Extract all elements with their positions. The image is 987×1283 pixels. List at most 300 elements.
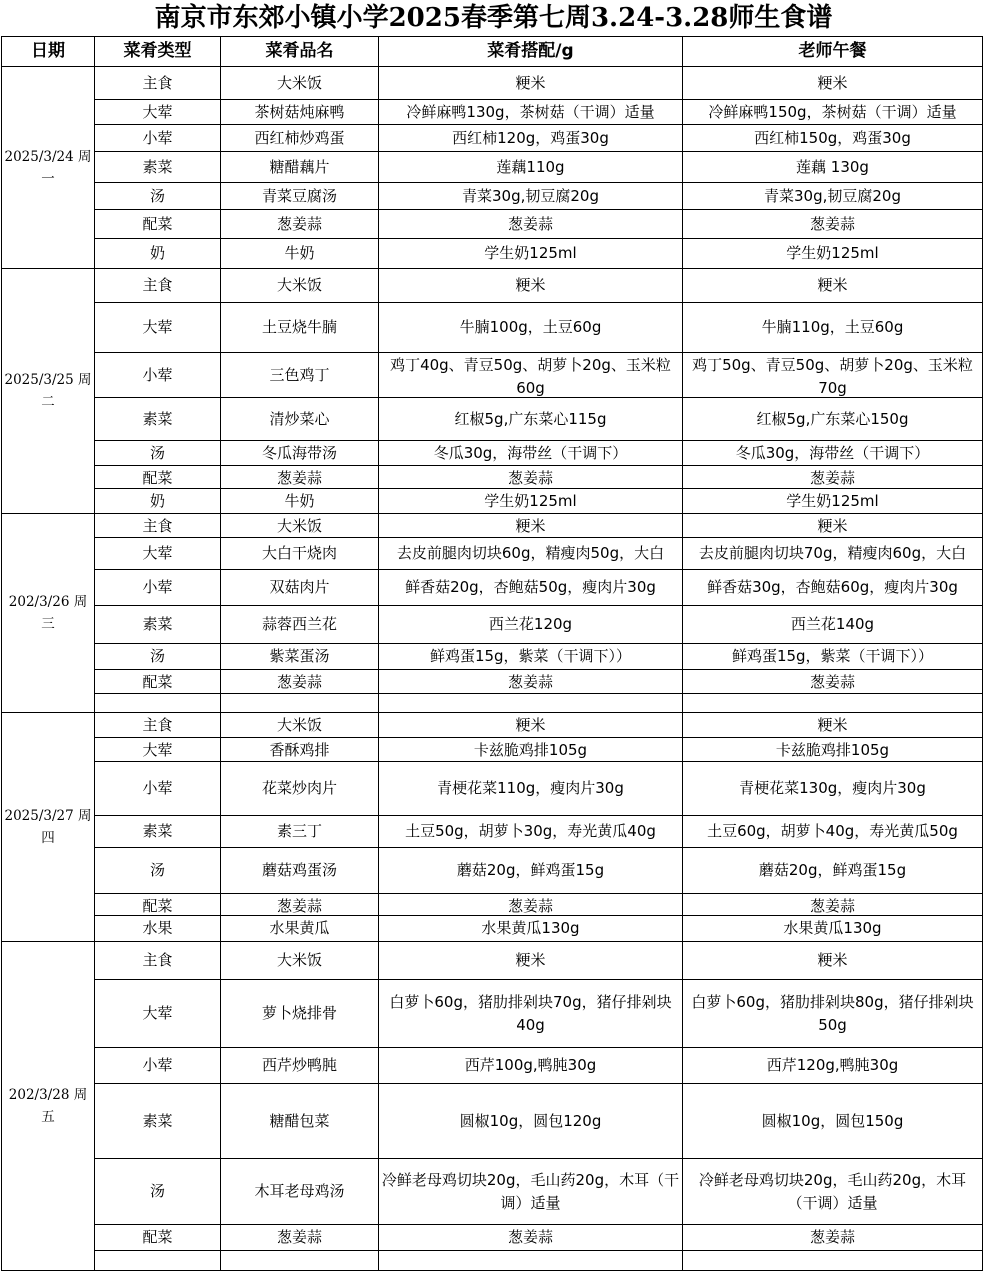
teacher-portion-cell-text: 粳米 bbox=[817, 73, 848, 92]
student-portion-cell-text: 青菜30g,韧豆腐20g bbox=[462, 186, 599, 205]
student-portion-cell-text: 粳米 bbox=[515, 516, 546, 535]
student-portion-cell bbox=[379, 210, 683, 239]
menu-body bbox=[2, 67, 983, 1271]
dish-name-cell bbox=[221, 980, 379, 1048]
dish-type-cell bbox=[95, 183, 221, 210]
student-portion-cell-text: 学生奶125ml bbox=[484, 491, 577, 510]
dish-type-cell-text: 素菜 bbox=[142, 1111, 173, 1130]
dish-type-cell bbox=[95, 738, 221, 762]
dish-type-cell-text: 主食 bbox=[142, 715, 173, 734]
teacher-portion-cell bbox=[683, 644, 983, 670]
table-row bbox=[2, 980, 983, 1048]
dish-type-cell bbox=[95, 538, 221, 570]
teacher-portion-cell bbox=[683, 303, 983, 353]
dish-type-cell bbox=[95, 1225, 221, 1251]
teacher-portion-cell bbox=[683, 210, 983, 239]
teacher-portion-cell bbox=[683, 269, 983, 303]
dish-name-cell bbox=[221, 1159, 379, 1225]
dish-name-cell bbox=[221, 738, 379, 762]
teacher-portion-cell-text: 西兰花140g bbox=[790, 615, 875, 633]
dish-type-cell bbox=[95, 441, 221, 466]
dish-type-cell bbox=[95, 67, 221, 100]
dish-name-cell bbox=[221, 1225, 379, 1251]
teacher-portion-cell bbox=[683, 980, 983, 1048]
teacher-portion-cell-text: 冷鲜老母鸡切块20g，毛山药20g，木耳（干调）适量 bbox=[698, 1170, 967, 1212]
table-row bbox=[2, 100, 983, 125]
dish-type-cell-text: 配菜 bbox=[142, 896, 173, 915]
table-row bbox=[2, 1251, 983, 1271]
student-portion-cell-text: 葱姜蒜 bbox=[507, 468, 553, 487]
teacher-portion-cell bbox=[683, 67, 983, 100]
dish-type-cell-text: 奶 bbox=[149, 491, 165, 510]
dish-type-cell-text: 汤 bbox=[149, 647, 165, 665]
student-portion-cell-text: 去皮前腿肉切块60g，精瘦肉50g，大白 bbox=[396, 544, 665, 562]
dish-type-cell bbox=[95, 1159, 221, 1225]
student-portion-cell-text: 西兰花120g bbox=[488, 615, 573, 633]
dish-name-cell bbox=[221, 570, 379, 606]
teacher-portion-cell bbox=[683, 538, 983, 570]
student-portion-cell bbox=[379, 1225, 683, 1251]
dish-name-cell bbox=[221, 942, 379, 980]
teacher-portion-cell-text: 学生奶125ml bbox=[786, 491, 879, 510]
student-portion-cell bbox=[379, 1159, 683, 1225]
dish-type-cell bbox=[95, 980, 221, 1048]
student-portion-cell bbox=[379, 125, 683, 152]
dish-type-cell bbox=[95, 1084, 221, 1159]
dish-type-cell-text: 汤 bbox=[149, 861, 165, 879]
student-portion-cell bbox=[379, 538, 683, 570]
dish-name-cell-text: 大米饭 bbox=[276, 73, 322, 92]
dish-name-cell bbox=[221, 67, 379, 100]
dish-type-cell bbox=[95, 1251, 221, 1271]
dish-type-cell-text: 素菜 bbox=[142, 157, 173, 176]
teacher-portion-cell bbox=[683, 441, 983, 466]
teacher-portion-cell bbox=[683, 816, 983, 848]
dish-name-cell-text: 大米饭 bbox=[276, 715, 322, 734]
student-portion-cell-text: 土豆50g，胡萝卜30g，寿光黄瓜40g bbox=[405, 822, 656, 840]
dish-type-cell bbox=[95, 239, 221, 269]
day-date-cell: 202/3/28 周五 bbox=[2, 942, 95, 1271]
teacher-portion-cell-text: 红椒5g,广东菜心150g bbox=[756, 409, 909, 428]
student-portion-cell-text: 鸡丁40g、青豆50g、胡萝卜20g、玉米粒60g bbox=[390, 355, 671, 397]
dish-name-cell-text: 香酥鸡排 bbox=[269, 740, 330, 759]
dish-type-cell bbox=[95, 152, 221, 183]
student-portion-cell-text: 鲜香菇20g，杏鲍菇50g，瘦肉片30g bbox=[405, 578, 656, 596]
header-teacher-lunch: 老师午餐 bbox=[683, 37, 983, 67]
student-portion-cell-text: 西芹100g,鸭肫30g bbox=[464, 1056, 597, 1074]
dish-name-cell bbox=[221, 489, 379, 514]
teacher-portion-cell bbox=[683, 239, 983, 269]
table-row bbox=[2, 738, 983, 762]
student-portion-cell bbox=[379, 738, 683, 762]
dish-name-cell-text: 茶树菇炖麻鸭 bbox=[254, 102, 345, 121]
dish-type-cell-text: 大荤 bbox=[142, 102, 173, 121]
dish-type-cell bbox=[95, 303, 221, 353]
teacher-portion-cell bbox=[683, 152, 983, 183]
day-date-cell: 2025/3/27 周四 bbox=[2, 713, 95, 942]
student-portion-cell-text: 红椒5g,广东菜心115g bbox=[454, 409, 607, 428]
teacher-portion-cell-text: 鸡丁50g、青豆50g、胡萝卜20g、玉米粒70g bbox=[692, 355, 973, 397]
teacher-portion-cell-text: 西红柿150g，鸡蛋30g bbox=[754, 128, 911, 147]
student-portion-cell-text: 葱姜蒜 bbox=[507, 214, 553, 233]
table-row bbox=[2, 489, 983, 514]
dish-type-cell bbox=[95, 916, 221, 942]
teacher-portion-cell bbox=[683, 762, 983, 816]
student-portion-cell-text: 冷鲜老母鸡切块20g，毛山药20g，木耳（干调）适量 bbox=[381, 1170, 680, 1212]
table-row bbox=[2, 1225, 983, 1251]
student-portion-cell-text: 莲藕110g bbox=[496, 157, 565, 176]
teacher-portion-cell bbox=[683, 606, 983, 644]
teacher-portion-cell-text: 鲜鸡蛋15g，紫菜（干调下）） bbox=[731, 647, 934, 665]
teacher-portion-cell-text: 葱姜蒜 bbox=[809, 896, 855, 915]
dish-type-cell-text: 大荤 bbox=[142, 544, 173, 562]
student-portion-cell-text: 青梗花菜110g，瘦肉片30g bbox=[437, 779, 624, 797]
student-portion-cell bbox=[379, 67, 683, 100]
dish-name-cell bbox=[221, 916, 379, 942]
dish-type-cell-text: 汤 bbox=[149, 186, 165, 205]
dish-type-cell-text: 主食 bbox=[142, 73, 173, 92]
dish-name-cell bbox=[221, 514, 379, 538]
dish-type-cell-text: 小荤 bbox=[142, 779, 173, 797]
dish-type-cell-text: 大荤 bbox=[142, 740, 173, 759]
teacher-portion-cell-text: 青梗花菜130g，瘦肉片30g bbox=[739, 779, 926, 797]
dish-type-cell bbox=[95, 269, 221, 303]
table-row bbox=[2, 183, 983, 210]
dish-type-cell-text: 大荤 bbox=[142, 318, 173, 336]
table-row bbox=[2, 152, 983, 183]
dish-type-cell-text: 素菜 bbox=[142, 822, 173, 840]
dish-type-cell-text: 主食 bbox=[142, 276, 173, 294]
student-portion-cell-text: 西红柿120g，鸡蛋30g bbox=[452, 128, 609, 147]
dish-name-cell bbox=[221, 538, 379, 570]
teacher-portion-cell-text: 水果黄瓜130g bbox=[783, 919, 882, 937]
dish-name-cell-text: 大米饭 bbox=[276, 276, 322, 294]
header-dish-name: 菜肴品名 bbox=[221, 37, 379, 67]
table-row bbox=[2, 942, 983, 980]
header-date: 日期 bbox=[2, 37, 95, 67]
dish-type-cell bbox=[95, 1048, 221, 1084]
teacher-portion-cell-text: 青菜30g,韧豆腐20g bbox=[764, 186, 901, 205]
student-portion-cell bbox=[379, 762, 683, 816]
teacher-portion-cell bbox=[683, 1251, 983, 1271]
table-row bbox=[2, 606, 983, 644]
dish-name-cell bbox=[221, 694, 379, 713]
teacher-portion-cell-text: 圆椒10g，圆包150g bbox=[761, 1111, 904, 1130]
dish-name-cell-text: 花菜炒肉片 bbox=[261, 779, 337, 797]
table-row bbox=[2, 1048, 983, 1084]
dish-name-cell-text: 大米饭 bbox=[276, 951, 322, 969]
teacher-portion-cell bbox=[683, 1225, 983, 1251]
teacher-portion-cell bbox=[683, 894, 983, 916]
dish-type-cell bbox=[95, 894, 221, 916]
student-portion-cell bbox=[379, 514, 683, 538]
dish-type-cell bbox=[95, 848, 221, 894]
header-row bbox=[2, 37, 983, 67]
teacher-portion-cell bbox=[683, 398, 983, 441]
dish-name-cell-text: 葱姜蒜 bbox=[276, 896, 322, 915]
dish-type-cell bbox=[95, 466, 221, 489]
student-portion-cell bbox=[379, 353, 683, 398]
header-dish-type: 菜肴类型 bbox=[95, 37, 221, 67]
dish-type-cell bbox=[95, 694, 221, 713]
dish-type-cell bbox=[95, 210, 221, 239]
dish-name-cell-text: 蘑菇鸡蛋汤 bbox=[261, 861, 337, 879]
dish-type-cell bbox=[95, 606, 221, 644]
student-portion-cell bbox=[379, 570, 683, 606]
student-portion-cell bbox=[379, 466, 683, 489]
dish-name-cell bbox=[221, 670, 379, 694]
teacher-portion-cell bbox=[683, 713, 983, 738]
dish-name-cell bbox=[221, 303, 379, 353]
dish-type-cell-text: 主食 bbox=[142, 516, 173, 535]
dish-type-cell-text: 素菜 bbox=[142, 409, 173, 428]
dish-name-cell-text: 大白干烧肉 bbox=[261, 544, 337, 562]
student-portion-cell-text: 牛腩100g，土豆60g bbox=[459, 318, 602, 336]
student-portion-cell-text: 白萝卜60g，猪肋排剁块70g，猪仔排剁块40g bbox=[389, 992, 672, 1034]
teacher-portion-cell bbox=[683, 353, 983, 398]
dish-type-cell-text: 汤 bbox=[149, 1182, 165, 1200]
table-row bbox=[2, 125, 983, 152]
table-row bbox=[2, 353, 983, 398]
dish-name-cell-text: 双菇肉片 bbox=[269, 578, 330, 596]
table-row bbox=[2, 210, 983, 239]
teacher-portion-cell bbox=[683, 489, 983, 514]
table-row bbox=[2, 894, 983, 916]
teacher-portion-cell bbox=[683, 1048, 983, 1084]
teacher-portion-cell bbox=[683, 466, 983, 489]
student-portion-cell bbox=[379, 100, 683, 125]
dish-name-cell-text: 牛奶 bbox=[284, 491, 315, 510]
dish-name-cell bbox=[221, 644, 379, 670]
dish-name-cell bbox=[221, 210, 379, 239]
teacher-portion-cell bbox=[683, 942, 983, 980]
dish-type-cell bbox=[95, 398, 221, 441]
dish-type-cell-text: 奶 bbox=[149, 244, 165, 262]
student-portion-cell-text: 水果黄瓜130g bbox=[481, 919, 580, 937]
dish-name-cell bbox=[221, 894, 379, 916]
dish-type-cell bbox=[95, 816, 221, 848]
student-portion-cell-text: 鲜鸡蛋15g，紫菜（干调下）） bbox=[429, 647, 632, 665]
table-row bbox=[2, 1159, 983, 1225]
table-row bbox=[2, 514, 983, 538]
table-row bbox=[2, 916, 983, 942]
table-row bbox=[2, 398, 983, 441]
dish-type-cell-text: 主食 bbox=[142, 951, 173, 969]
dish-type-cell-text: 水果 bbox=[142, 919, 173, 937]
teacher-portion-cell bbox=[683, 916, 983, 942]
teacher-portion-cell-text: 莲藕 130g bbox=[796, 157, 869, 176]
teacher-portion-cell bbox=[683, 1084, 983, 1159]
teacher-portion-cell-text: 白萝卜60g，猪肋排剁块80g，猪仔排剁块50g bbox=[691, 992, 974, 1034]
teacher-portion-cell-text: 卡兹脆鸡排105g bbox=[775, 740, 890, 759]
table-row bbox=[2, 441, 983, 466]
teacher-portion-cell-text: 葱姜蒜 bbox=[809, 468, 855, 487]
teacher-portion-cell bbox=[683, 100, 983, 125]
teacher-portion-cell bbox=[683, 848, 983, 894]
dish-type-cell bbox=[95, 644, 221, 670]
dish-type-cell-text: 配菜 bbox=[142, 468, 173, 487]
dish-name-cell-text: 冬瓜海带汤 bbox=[261, 443, 337, 462]
teacher-portion-cell-text: 冬瓜30g，海带丝（干调下） bbox=[735, 443, 930, 462]
dish-name-cell bbox=[221, 466, 379, 489]
dish-name-cell bbox=[221, 353, 379, 398]
student-portion-cell bbox=[379, 916, 683, 942]
teacher-portion-cell-text: 粳米 bbox=[817, 276, 848, 294]
table-row bbox=[2, 644, 983, 670]
student-portion-cell-text: 粳米 bbox=[515, 73, 546, 92]
dish-type-cell bbox=[95, 942, 221, 980]
teacher-portion-cell-text: 学生奶125ml bbox=[786, 244, 879, 262]
dish-name-cell bbox=[221, 100, 379, 125]
dish-type-cell-text: 配菜 bbox=[142, 214, 173, 233]
table-row bbox=[2, 269, 983, 303]
dish-name-cell bbox=[221, 816, 379, 848]
dish-type-cell-text: 小荤 bbox=[142, 578, 173, 596]
dish-type-cell-text: 配菜 bbox=[142, 1228, 173, 1246]
dish-name-cell bbox=[221, 713, 379, 738]
teacher-portion-cell-text: 粳米 bbox=[817, 951, 848, 969]
dish-type-cell bbox=[95, 100, 221, 125]
dish-name-cell-text: 素三丁 bbox=[276, 822, 322, 840]
dish-name-cell-text: 蒜蓉西兰花 bbox=[261, 615, 337, 633]
dish-name-cell-text: 木耳老母鸡汤 bbox=[254, 1182, 345, 1200]
dish-name-cell bbox=[221, 1048, 379, 1084]
student-portion-cell bbox=[379, 1084, 683, 1159]
dish-name-cell-text: 水果黄瓜 bbox=[269, 919, 330, 937]
student-portion-cell bbox=[379, 1251, 683, 1271]
dish-type-cell-text: 配菜 bbox=[142, 672, 173, 691]
teacher-portion-cell-text: 葱姜蒜 bbox=[809, 1228, 855, 1246]
table-row bbox=[2, 762, 983, 816]
dish-name-cell-text: 牛奶 bbox=[284, 244, 315, 262]
student-portion-cell bbox=[379, 694, 683, 713]
teacher-portion-cell-text: 土豆60g，胡萝卜40g，寿光黄瓜50g bbox=[707, 822, 958, 840]
table-row bbox=[2, 713, 983, 738]
student-portion-cell bbox=[379, 489, 683, 514]
table-row bbox=[2, 239, 983, 269]
student-portion-cell-text: 蘑菇20g，鲜鸡蛋15g bbox=[456, 861, 605, 879]
page-title: 南京市东郊小镇小学2025春季第七周3.24-3.28师生食谱 bbox=[154, 3, 833, 33]
student-portion-cell-text: 学生奶125ml bbox=[484, 244, 577, 262]
table-row bbox=[2, 303, 983, 353]
student-portion-cell-text: 粳米 bbox=[515, 715, 546, 734]
table-row bbox=[2, 466, 983, 489]
dish-name-cell bbox=[221, 183, 379, 210]
student-portion-cell-text: 粳米 bbox=[515, 276, 546, 294]
dish-name-cell-text: 葱姜蒜 bbox=[276, 214, 322, 233]
student-portion-cell-text: 冷鲜麻鸭130g，茶树菇（干调）适量 bbox=[406, 102, 655, 121]
table-row bbox=[2, 1084, 983, 1159]
dish-type-cell bbox=[95, 762, 221, 816]
dish-name-cell-text: 葱姜蒜 bbox=[276, 1228, 322, 1246]
table-row bbox=[2, 67, 983, 100]
dish-type-cell bbox=[95, 125, 221, 152]
student-portion-cell bbox=[379, 606, 683, 644]
teacher-portion-cell bbox=[683, 694, 983, 713]
dish-type-cell-text: 小荤 bbox=[142, 365, 173, 384]
student-portion-cell-text: 葱姜蒜 bbox=[507, 896, 553, 915]
dish-name-cell-text: 土豆烧牛腩 bbox=[261, 318, 337, 336]
teacher-portion-cell bbox=[683, 514, 983, 538]
dish-name-cell bbox=[221, 125, 379, 152]
dish-type-cell-text: 素菜 bbox=[142, 615, 173, 633]
dish-name-cell bbox=[221, 1251, 379, 1271]
dish-type-cell bbox=[95, 489, 221, 514]
dish-type-cell-text: 大荤 bbox=[142, 1004, 173, 1022]
teacher-portion-cell bbox=[683, 670, 983, 694]
teacher-portion-cell-text: 去皮前腿肉切块70g，精瘦肉60g，大白 bbox=[698, 544, 967, 562]
dish-name-cell bbox=[221, 239, 379, 269]
dish-type-cell-text: 汤 bbox=[149, 443, 165, 462]
table-row bbox=[2, 848, 983, 894]
student-portion-cell bbox=[379, 303, 683, 353]
menu-table bbox=[1, 36, 983, 1271]
student-portion-cell bbox=[379, 980, 683, 1048]
table-row bbox=[2, 538, 983, 570]
table-row bbox=[2, 570, 983, 606]
dish-name-cell-text: 青菜豆腐汤 bbox=[261, 186, 337, 205]
teacher-portion-cell bbox=[683, 125, 983, 152]
student-portion-cell bbox=[379, 816, 683, 848]
dish-name-cell-text: 葱姜蒜 bbox=[276, 672, 322, 691]
student-portion-cell-text: 圆椒10g，圆包120g bbox=[459, 1111, 602, 1130]
header-student-portion: 菜肴搭配/g bbox=[379, 37, 683, 67]
dish-name-cell-text: 西芹炒鸭肫 bbox=[261, 1056, 337, 1074]
day-date-cell: 202/3/26 周三 bbox=[2, 514, 95, 713]
teacher-portion-cell-text: 葱姜蒜 bbox=[809, 214, 855, 233]
dish-name-cell bbox=[221, 398, 379, 441]
dish-name-cell-text: 萝卜烧排骨 bbox=[261, 1004, 337, 1022]
day-date-cell: 2025/3/25 周二 bbox=[2, 269, 95, 514]
student-portion-cell bbox=[379, 269, 683, 303]
student-portion-cell bbox=[379, 942, 683, 980]
teacher-portion-cell-text: 冷鲜麻鸭150g，茶树菇（干调）适量 bbox=[708, 102, 957, 121]
teacher-portion-cell-text: 牛腩110g，土豆60g bbox=[761, 318, 904, 336]
dish-type-cell bbox=[95, 713, 221, 738]
dish-name-cell bbox=[221, 606, 379, 644]
student-portion-cell bbox=[379, 1048, 683, 1084]
teacher-portion-cell-text: 西芹120g,鸭肫30g bbox=[766, 1056, 899, 1074]
student-portion-cell bbox=[379, 848, 683, 894]
dish-name-cell-text: 紫菜蛋汤 bbox=[269, 647, 330, 665]
dish-name-cell bbox=[221, 441, 379, 466]
student-portion-cell-text: 葱姜蒜 bbox=[507, 672, 553, 691]
dish-name-cell bbox=[221, 1084, 379, 1159]
teacher-portion-cell-text: 鲜香菇30g，杏鲍菇60g，瘦肉片30g bbox=[707, 578, 958, 596]
dish-type-cell bbox=[95, 570, 221, 606]
student-portion-cell bbox=[379, 441, 683, 466]
teacher-portion-cell bbox=[683, 1159, 983, 1225]
teacher-portion-cell bbox=[683, 738, 983, 762]
teacher-portion-cell-text: 葱姜蒜 bbox=[809, 672, 855, 691]
teacher-portion-cell-text: 粳米 bbox=[817, 715, 848, 734]
student-portion-cell bbox=[379, 239, 683, 269]
student-portion-cell bbox=[379, 183, 683, 210]
teacher-portion-cell bbox=[683, 570, 983, 606]
table-row bbox=[2, 694, 983, 713]
student-portion-cell-text: 葱姜蒜 bbox=[507, 1228, 553, 1246]
dish-type-cell-text: 小荤 bbox=[142, 128, 173, 147]
dish-name-cell-text: 糖醋藕片 bbox=[269, 157, 330, 176]
student-portion-cell bbox=[379, 894, 683, 916]
table-row bbox=[2, 670, 983, 694]
dish-type-cell bbox=[95, 670, 221, 694]
dish-name-cell bbox=[221, 152, 379, 183]
dish-type-cell bbox=[95, 353, 221, 398]
dish-type-cell bbox=[95, 514, 221, 538]
dish-name-cell-text: 清炒菜心 bbox=[269, 409, 330, 428]
teacher-portion-cell-text: 蘑菇20g，鲜鸡蛋15g bbox=[758, 861, 907, 879]
